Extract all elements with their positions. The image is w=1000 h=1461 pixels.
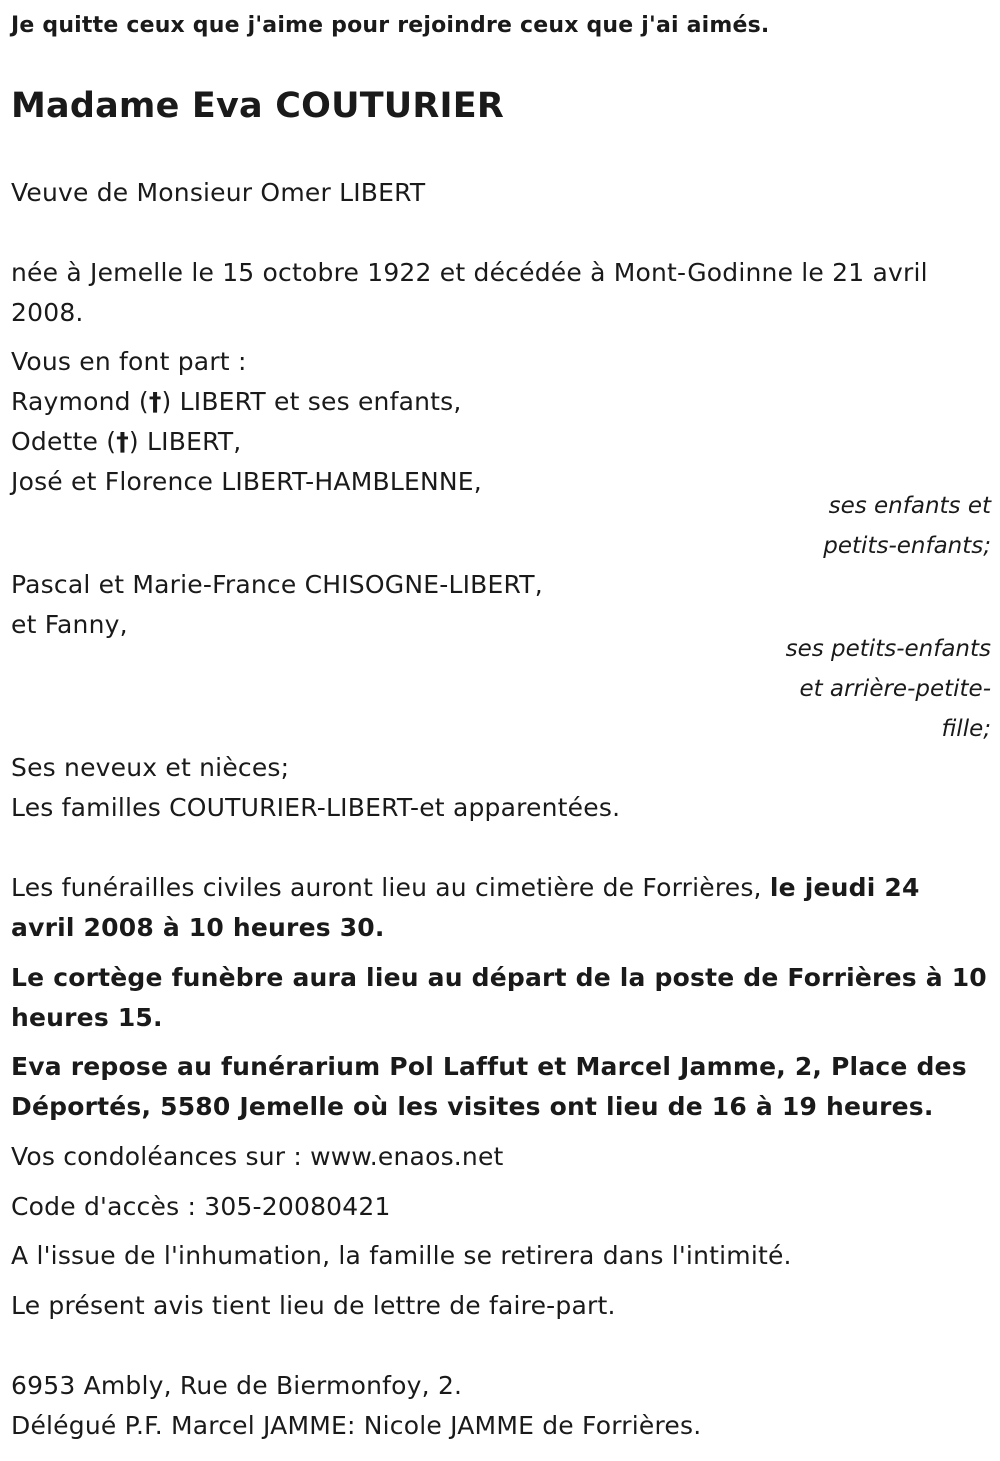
birth-death-line-1: née à Jemelle le 15 octobre 1922 et décédée à Mont-Godinne le 21 avril (11, 258, 928, 287)
deceased-name: Madame Eva COUTURIER (11, 86, 505, 126)
role-label-grandchildren-2: et arrière-petite- (799, 676, 991, 702)
condolences: Vos condoléances sur : www.enaos.net (11, 1142, 504, 1171)
cortege-line-2: heures 15. (11, 1003, 163, 1032)
family-member-pascal: Pascal et Marie-France CHISOGNE-LIBERT, (11, 570, 543, 599)
announcers-intro: Vous en font part : (11, 347, 247, 376)
families: Les familles COUTURIER-LIBERT-et apparentées. (11, 793, 621, 822)
family-member-jose-florence: José et Florence LIBERT-HAMBLENNE, (11, 467, 482, 496)
delegate: Délégué P.F. Marcel JAMME: Nicole JAMME de Forrières. (11, 1411, 702, 1440)
family-member-odette: Odette (†) LIBERT, (11, 427, 242, 456)
notice-note: Le présent avis tient lieu de lettre de faire-part. (11, 1291, 616, 1320)
address: 6953 Ambly, Rue de Biermonfoy, 2. (11, 1371, 463, 1400)
access-code: Code d'accès : 305-20080421 (11, 1192, 391, 1221)
funerarium-line-2: Déportés, 5580 Jemelle où les visites ont lieu de 16 à 19 heures. (11, 1092, 934, 1121)
funeral-line-1: Les funérailles civiles auront lieu au cimetière de Forrières, le jeudi 24 (11, 873, 920, 902)
role-label-children-2: petits-enfants; (823, 533, 991, 559)
cross-icon: † (116, 427, 129, 456)
birth-death-line-2: 2008. (11, 298, 84, 327)
nephews-nieces: Ses neveux et nièces; (11, 753, 290, 782)
cortege-line-1: Le cortège funèbre aura lieu au départ de la poste de Forrières à 10 (11, 963, 987, 992)
widow-of: Veuve de Monsieur Omer LIBERT (11, 178, 426, 207)
role-label-children-1: ses enfants et (828, 493, 991, 519)
role-label-grandchildren-1: ses petits-enfants (785, 636, 991, 662)
family-member-raymond: Raymond (†) LIBERT et ses enfants, (11, 387, 462, 416)
intimacy-note: A l'issue de l'inhumation, la famille se retirera dans l'intimité. (11, 1241, 792, 1270)
role-label-grandchildren-3: fille; (941, 716, 991, 742)
epigraph: Je quitte ceux que j'aime pour rejoindre ceux que j'ai aimés. (11, 13, 770, 38)
funeral-line-2: avril 2008 à 10 heures 30. (11, 913, 385, 942)
funerarium-line-1: Eva repose au funérarium Pol Laffut et Marcel Jamme, 2, Place des (11, 1052, 967, 1081)
cross-icon: † (148, 387, 162, 416)
family-member-fanny: et Fanny, (11, 610, 128, 639)
